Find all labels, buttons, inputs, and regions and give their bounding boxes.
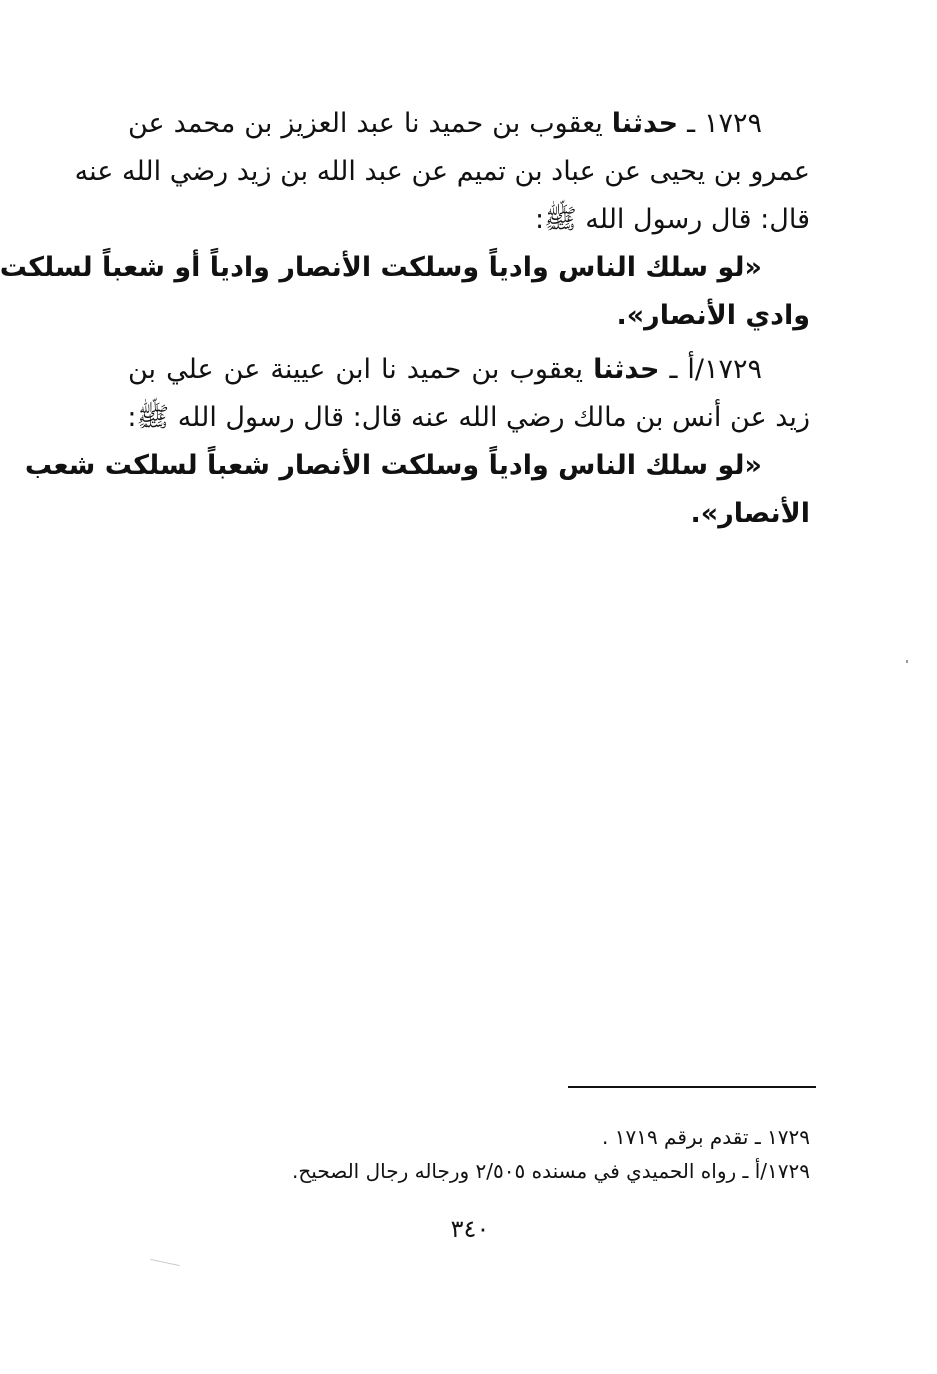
footnote-1729a: ١٧٢٩/أ ـ رواه الحميدي في مسنده ٢/٥٠٥ ورجاله رجال الصحيح. (292, 1159, 810, 1183)
hadith-matn-line: وادي الأنصار». (616, 300, 810, 331)
footnote-1729: ١٧٢٩ ـ تقدم برقم ١٧١٩ . (602, 1125, 810, 1149)
hadith-1729 (0, 100, 810, 340)
footnote-separator (568, 1086, 816, 1088)
hadith-line: قال: قال رسول الله ﷺ: (534, 204, 810, 235)
hadith-line (128, 346, 810, 394)
hadith-lead-word: حدثنا (611, 108, 679, 139)
hadith-chain-text: يعقوب بن حميد نا ابن عيينة عن علي بن (128, 354, 594, 385)
hadith-1729a (24, 346, 810, 538)
hadith-line: زيد عن أنس بن مالك رضي الله عنه قال: قال رسول الله ﷺ: (127, 402, 810, 433)
hadith-line (128, 100, 810, 148)
scan-mark (906, 660, 908, 663)
hadith-matn-line: «لو سلك الناس وادياً وسلكت الأنصار شعباً لسلكت شعب (24, 450, 762, 481)
scan-speck (150, 1259, 180, 1266)
hadith-lead-word: حدثنا (593, 354, 660, 385)
hadith-line: عمرو بن يحيى عن عباد بن تميم عن عبد الله بن زيد رضي الله عنه (74, 156, 810, 187)
page-number: ٣٤٠ (450, 1215, 490, 1243)
hadith-number: ١٧٢٩/أ ـ (659, 354, 762, 385)
hadith-number: ١٧٢٩ ـ (678, 108, 763, 139)
hadith-matn-line: «لو سلك الناس وادياً وسلكت الأنصار وادياً أو شعباً لسلكت (0, 252, 762, 283)
footnotes (200, 1120, 810, 1188)
hadith-matn-line: الأنصار». (690, 498, 810, 529)
hadith-chain-text: يعقوب بن حميد نا عبد العزيز بن محمد عن (128, 108, 612, 139)
